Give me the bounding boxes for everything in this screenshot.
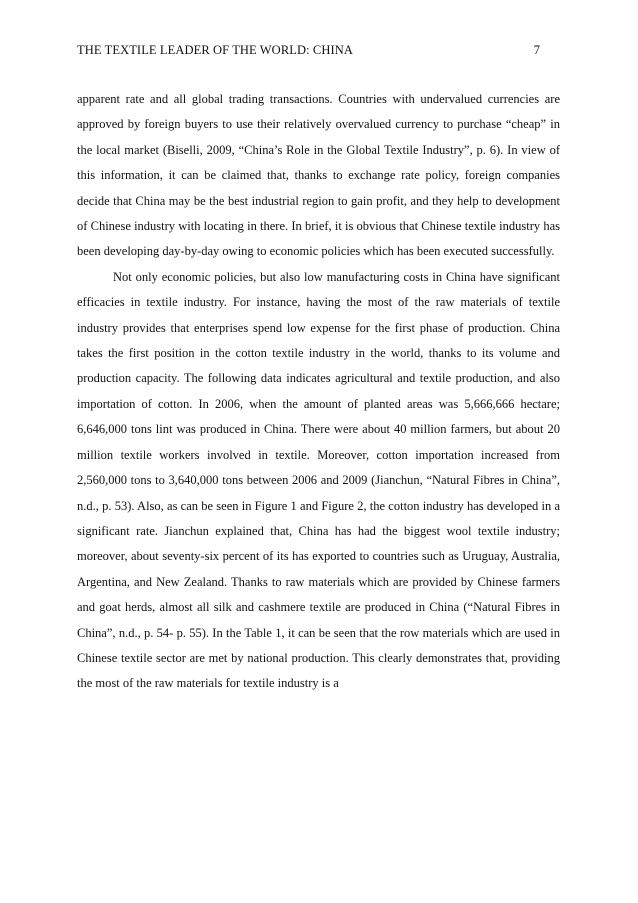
header-title: THE TEXTILE LEADER OF THE WORLD: CHINA bbox=[77, 43, 353, 57]
paragraph-1: apparent rate and all global trading transactions. Countries with undervalued currencies are approved by foreign buyers to use their relatively overvalued currency to purchase “cheap” in the local market (Biselli, 2009, “China’s Role in the Global Textile Industry”, p. 6). In view of this information, it can be claimed that, thanks to exchange rate policy, foreign companies decide that China may be the best industrial region to gain profit, and they help to development of Chinese industry with locating in there. In brief, it is obvious that Chinese textile industry has been developing day-by-day owing to economic policies which has been executed successfully. bbox=[77, 92, 560, 259]
document-body bbox=[77, 87, 560, 697]
paragraph-2: Not only economic policies, but also low manufacturing costs in China have significant efficacies in textile industry. For instance, having the most of the raw materials of textile industry provides that enterprises spend low expense for the first phase of production. China takes the first position in the cotton textile industry in the world, thanks to its volume and production capacity. The following data indicates agricultural and textile production, and also importation of cotton. In 2006, when the amount of planted areas was 5,666,666 hectare; 6,646,000 tons lint was produced in China. There were about 40 million farmers, but about 20 million textile workers involved in textile. Moreover, cotton importation increased from 2,560,000 tons to 3,640,000 tons between 2006 and 2009 (Jianchun, “Natural Fibres in China”, n.d., p. 53). Also, as can be seen in Figure 1 and Figure 2, the cotton industry has developed in a significant rate. Jianchun explained that, China has had the biggest wool textile industry; moreover, about seventy-six percent of its has exported to countries such as Uruguay, Australia, Argentina, and New Zealand. Thanks to raw materials which are provided by Chinese farmers and goat herds, almost all silk and cashmere textile are produced in China (“Natural Fibres in China”, n.d., p. 54- p. 55). In the Table 1, it can be seen that the row materials which are used in Chinese textile sector are met by national production. This clearly demonstrates that, providing the most of the raw materials for textile industry is a bbox=[77, 269, 560, 691]
page-number: 7 bbox=[533, 43, 540, 57]
running-header bbox=[77, 40, 560, 60]
